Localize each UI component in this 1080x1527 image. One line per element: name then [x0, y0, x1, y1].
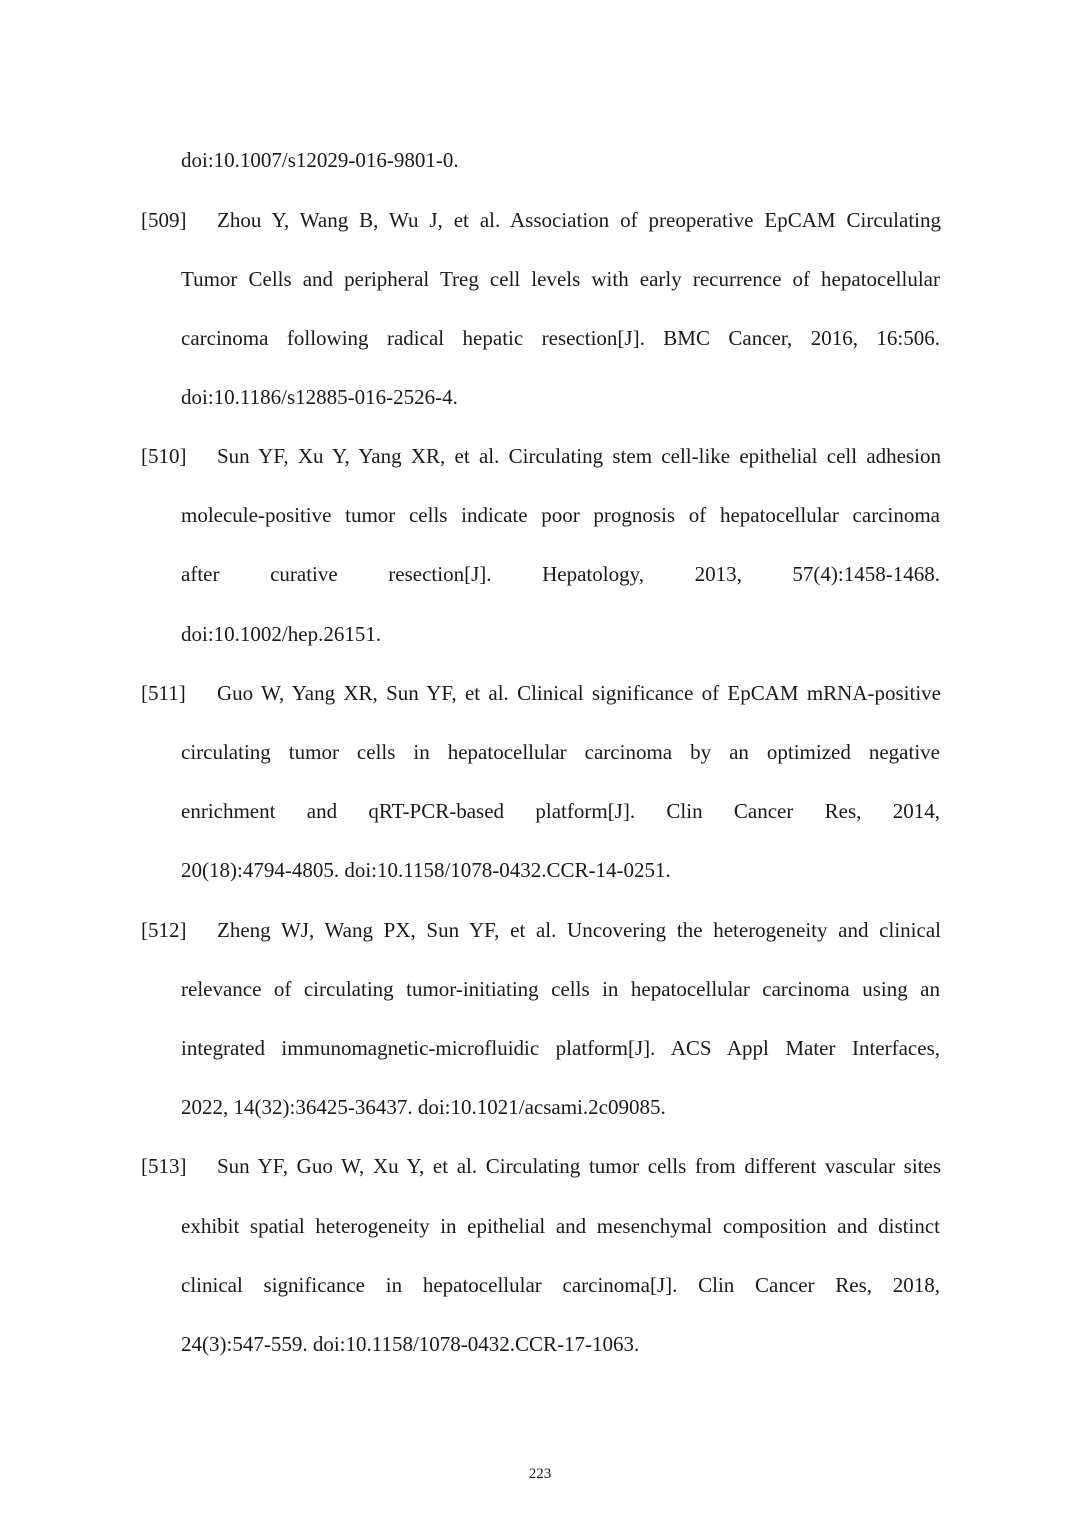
reference-line: exhibit spatial heterogeneity in epithelial and mesenchymal composition and distinct [181, 1214, 940, 1238]
reference-line: carcinoma following radical hepatic resection[J]. BMC Cancer, 2016, 16:506. [181, 326, 940, 350]
reference-number: [513] [141, 1154, 187, 1178]
reference-line: circulating tumor cells in hepatocellular carcinoma by an optimized negative [181, 740, 940, 764]
reference-continuation-line: doi:10.1007/s12029-016-9801-0. [181, 148, 459, 172]
reference-line: 2022, 14(32):36425-36437. doi:10.1021/acsami.2c09085. [181, 1095, 666, 1119]
reference-line: doi:10.1002/hep.26151. [181, 622, 382, 646]
reference-line: integrated immunomagnetic-microfluidic platform[J]. ACS Appl Mater Interfaces, [181, 1036, 940, 1060]
reference-line: relevance of circulating tumor-initiating cells in hepatocellular carcinoma using an [181, 977, 940, 1001]
reference-line: after curative resection[J]. Hepatology, 2013, 57(4):1458-1468. [181, 562, 940, 586]
page-number: 223 [528, 1466, 552, 1482]
reference-number: [511] [141, 681, 186, 705]
reference-line: molecule-positive tumor cells indicate poor prognosis of hepatocellular carcinoma [181, 503, 940, 527]
reference-line: Zheng WJ, Wang PX, Sun YF, et al. Uncovering the heterogeneity and clinical [217, 918, 941, 942]
reference-line: 20(18):4794-4805. doi:10.1158/1078-0432.CCR-14-0251. [181, 858, 671, 882]
reference-line: clinical significance in hepatocellular carcinoma[J]. Clin Cancer Res, 2018, [181, 1273, 940, 1297]
reference-line: Sun YF, Guo W, Xu Y, et al. Circulating tumor cells from different vascular sites [217, 1154, 941, 1178]
reference-number: [510] [141, 444, 187, 468]
reference-number: [512] [141, 918, 187, 942]
reference-line: doi:10.1186/s12885-016-2526-4. [181, 385, 458, 409]
reference-line: enrichment and qRT-PCR-based platform[J]. Clin Cancer Res, 2014, [181, 799, 940, 823]
reference-line: Sun YF, Xu Y, Yang XR, et al. Circulating stem cell-like epithelial cell adhesion [217, 444, 941, 468]
reference-line: Guo W, Yang XR, Sun YF, et al. Clinical significance of EpCAM mRNA-positive [217, 681, 941, 705]
reference-line: 24(3):547-559. doi:10.1158/1078-0432.CCR-17-1063. [181, 1332, 640, 1356]
reference-number: [509] [141, 208, 187, 232]
reference-line: Tumor Cells and peripheral Treg cell levels with early recurrence of hepatocellular [181, 267, 940, 291]
reference-line: Zhou Y, Wang B, Wu J, et al. Association of preoperative EpCAM Circulating [217, 208, 941, 232]
